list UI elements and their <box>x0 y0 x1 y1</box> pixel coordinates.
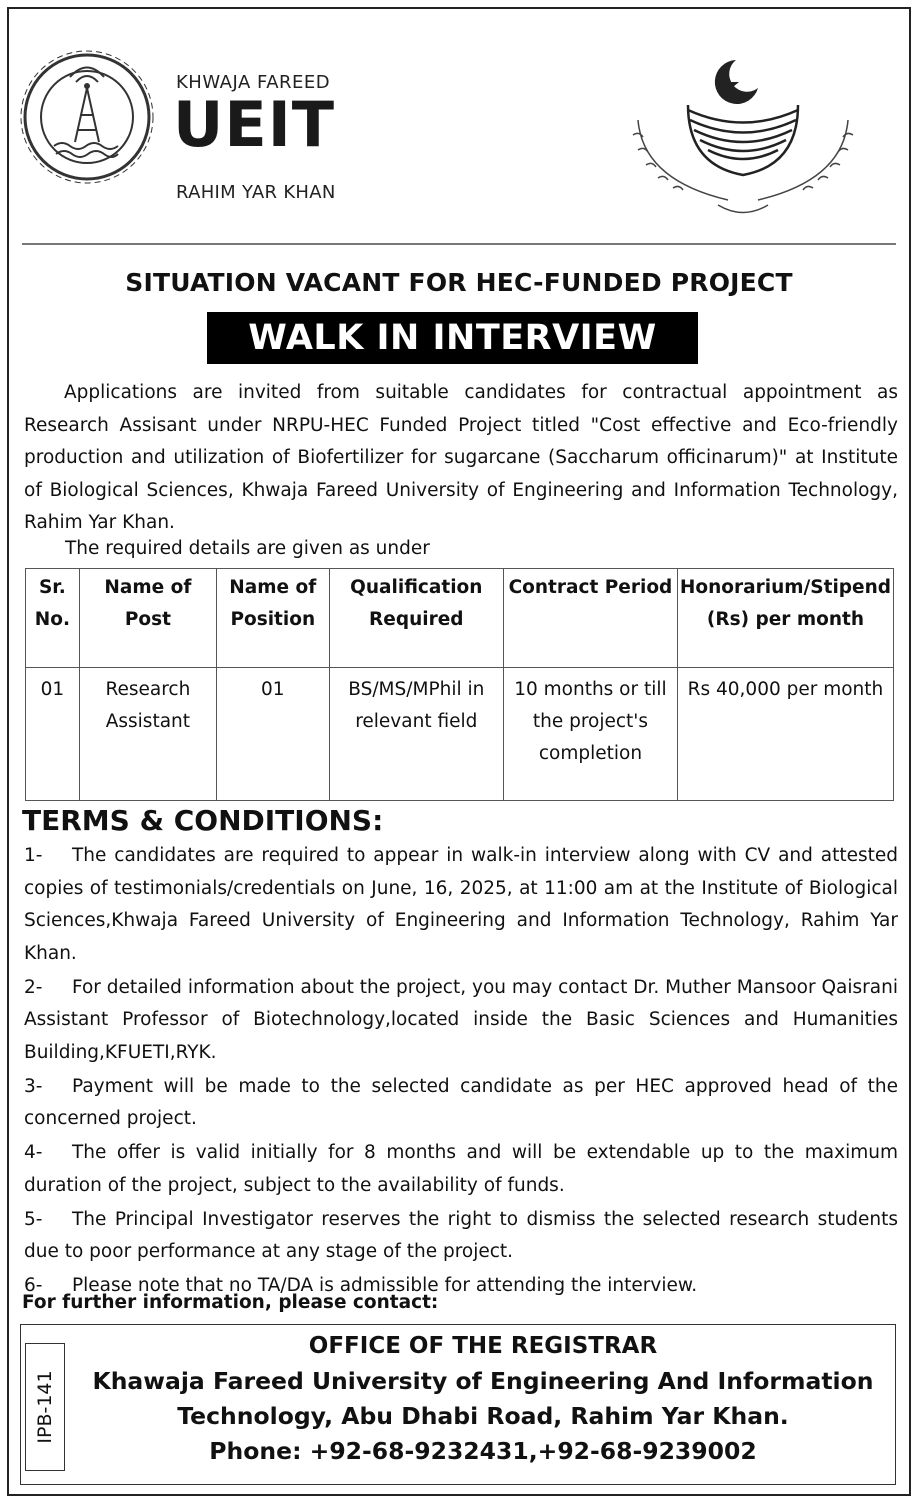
term-item <box>24 1204 898 1269</box>
table-row <box>26 668 894 801</box>
term-item <box>24 840 898 970</box>
term-number: 4- <box>24 1142 43 1163</box>
contact-line: For further information, please contact: <box>22 1292 439 1313</box>
intro-paragraph: Applications are invited from suitable candidates for contractual appointment as Research Assisant under NRPU-HEC Funded Project titled "Cost effective and Eco-friendly production and utilization of Biofertilizer for sugarcane (Saccharum officinarum)" at Institute of Biological Sciences, Khwaja Fareed University of Engineering and Information Technology, Rahim Yar Khan. <box>24 382 898 533</box>
positions-table <box>25 568 894 801</box>
cell-sr-no: 01 <box>26 668 80 801</box>
details-line: The required details are given as under <box>65 538 430 559</box>
page-title: SITUATION VACANT FOR HEC-FUNDED PROJECT <box>125 268 793 297</box>
term-item <box>24 972 898 1070</box>
ipb-code: IPB-141 <box>34 1370 56 1444</box>
header-divider <box>22 243 896 245</box>
punjab-emblem-logo <box>618 50 868 230</box>
term-number: 3- <box>24 1075 43 1097</box>
ipb-code-box <box>25 1343 65 1471</box>
term-item <box>24 1071 898 1136</box>
header-contract-period: Contract Period <box>503 569 677 668</box>
brand-city-text: RAHIM YAR KHAN <box>176 182 336 203</box>
table-header-row <box>26 569 894 668</box>
brand-ueit: UEIT <box>173 88 336 161</box>
registrar-office-box <box>20 1324 896 1485</box>
term-text: The offer is valid initially for 8 months and will be extendable up to the maximum duration of the project, subject to the availability of funds. <box>24 1142 898 1196</box>
cell-positions: 01 <box>216 668 329 801</box>
term-text: For detailed information about the project, you may contact Dr. Muther Mansoor Qaisrani Assistant Professor of Biotechnology,located inside the Basic Sciences and Humanities Building,KFUETI,RYK. <box>24 976 898 1063</box>
term-text: The candidates are required to appear in walk-in interview along with CV and attested copies of testimonials/credentials on June, 16, 2025, at 11:00 am at the Institute of Biological Sciences,Khwaja Fareed University of Engineering and Information Technology, Rahim Yar Khan. <box>24 845 898 964</box>
university-seal-logo <box>20 30 155 205</box>
terms-heading: TERMS & CONDITIONS: <box>22 804 384 837</box>
term-text: Please note that no TA/DA is admissible for attending the interview. <box>72 1275 698 1296</box>
office-title: OFFICE OF THE REGISTRAR <box>308 1333 658 1359</box>
header-honorarium: Honorarium/Stipend (Rs) per month <box>677 569 893 668</box>
office-university: Khawaja Fareed University of Engineering And Information <box>92 1367 874 1395</box>
walk-in-banner: WALK IN INTERVIEW <box>207 312 698 364</box>
term-number: 6- <box>24 1275 43 1296</box>
header-name-of-position: Name of Position <box>216 569 329 668</box>
term-number: 2- <box>24 976 43 998</box>
term-text: The Principal Investigator reserves the right to dismiss the selected research students due to poor performance at any stage of the project. <box>24 1208 898 1262</box>
cell-honorarium: Rs 40,000 per month <box>677 668 893 801</box>
header-qualification: Qualification Required <box>329 569 503 668</box>
term-item <box>24 1137 898 1202</box>
office-phone: Phone: +92-68-9232431,+92-68-9239002 <box>209 1437 757 1465</box>
header-name-of-post: Name of Post <box>79 569 216 668</box>
cell-post: Research Assistant <box>79 668 216 801</box>
cell-qualification: BS/MS/MPhil in relevant field <box>329 668 503 801</box>
cell-contract-period: 10 months or till the project's completion <box>503 668 677 801</box>
term-number: 5- <box>24 1208 43 1230</box>
office-address <box>79 1329 887 1469</box>
office-address-line: Technology, Abu Dhabi Road, Rahim Yar Khan. <box>177 1402 789 1430</box>
term-number: 1- <box>24 845 43 866</box>
term-text: Payment will be made to the selected candidate as per HEC approved head of the concerned project. <box>24 1075 898 1129</box>
terms-list <box>24 840 898 1304</box>
brand-top-text: KHWAJA FAREED <box>176 72 331 93</box>
header-sr-no: Sr. No. <box>26 569 80 668</box>
